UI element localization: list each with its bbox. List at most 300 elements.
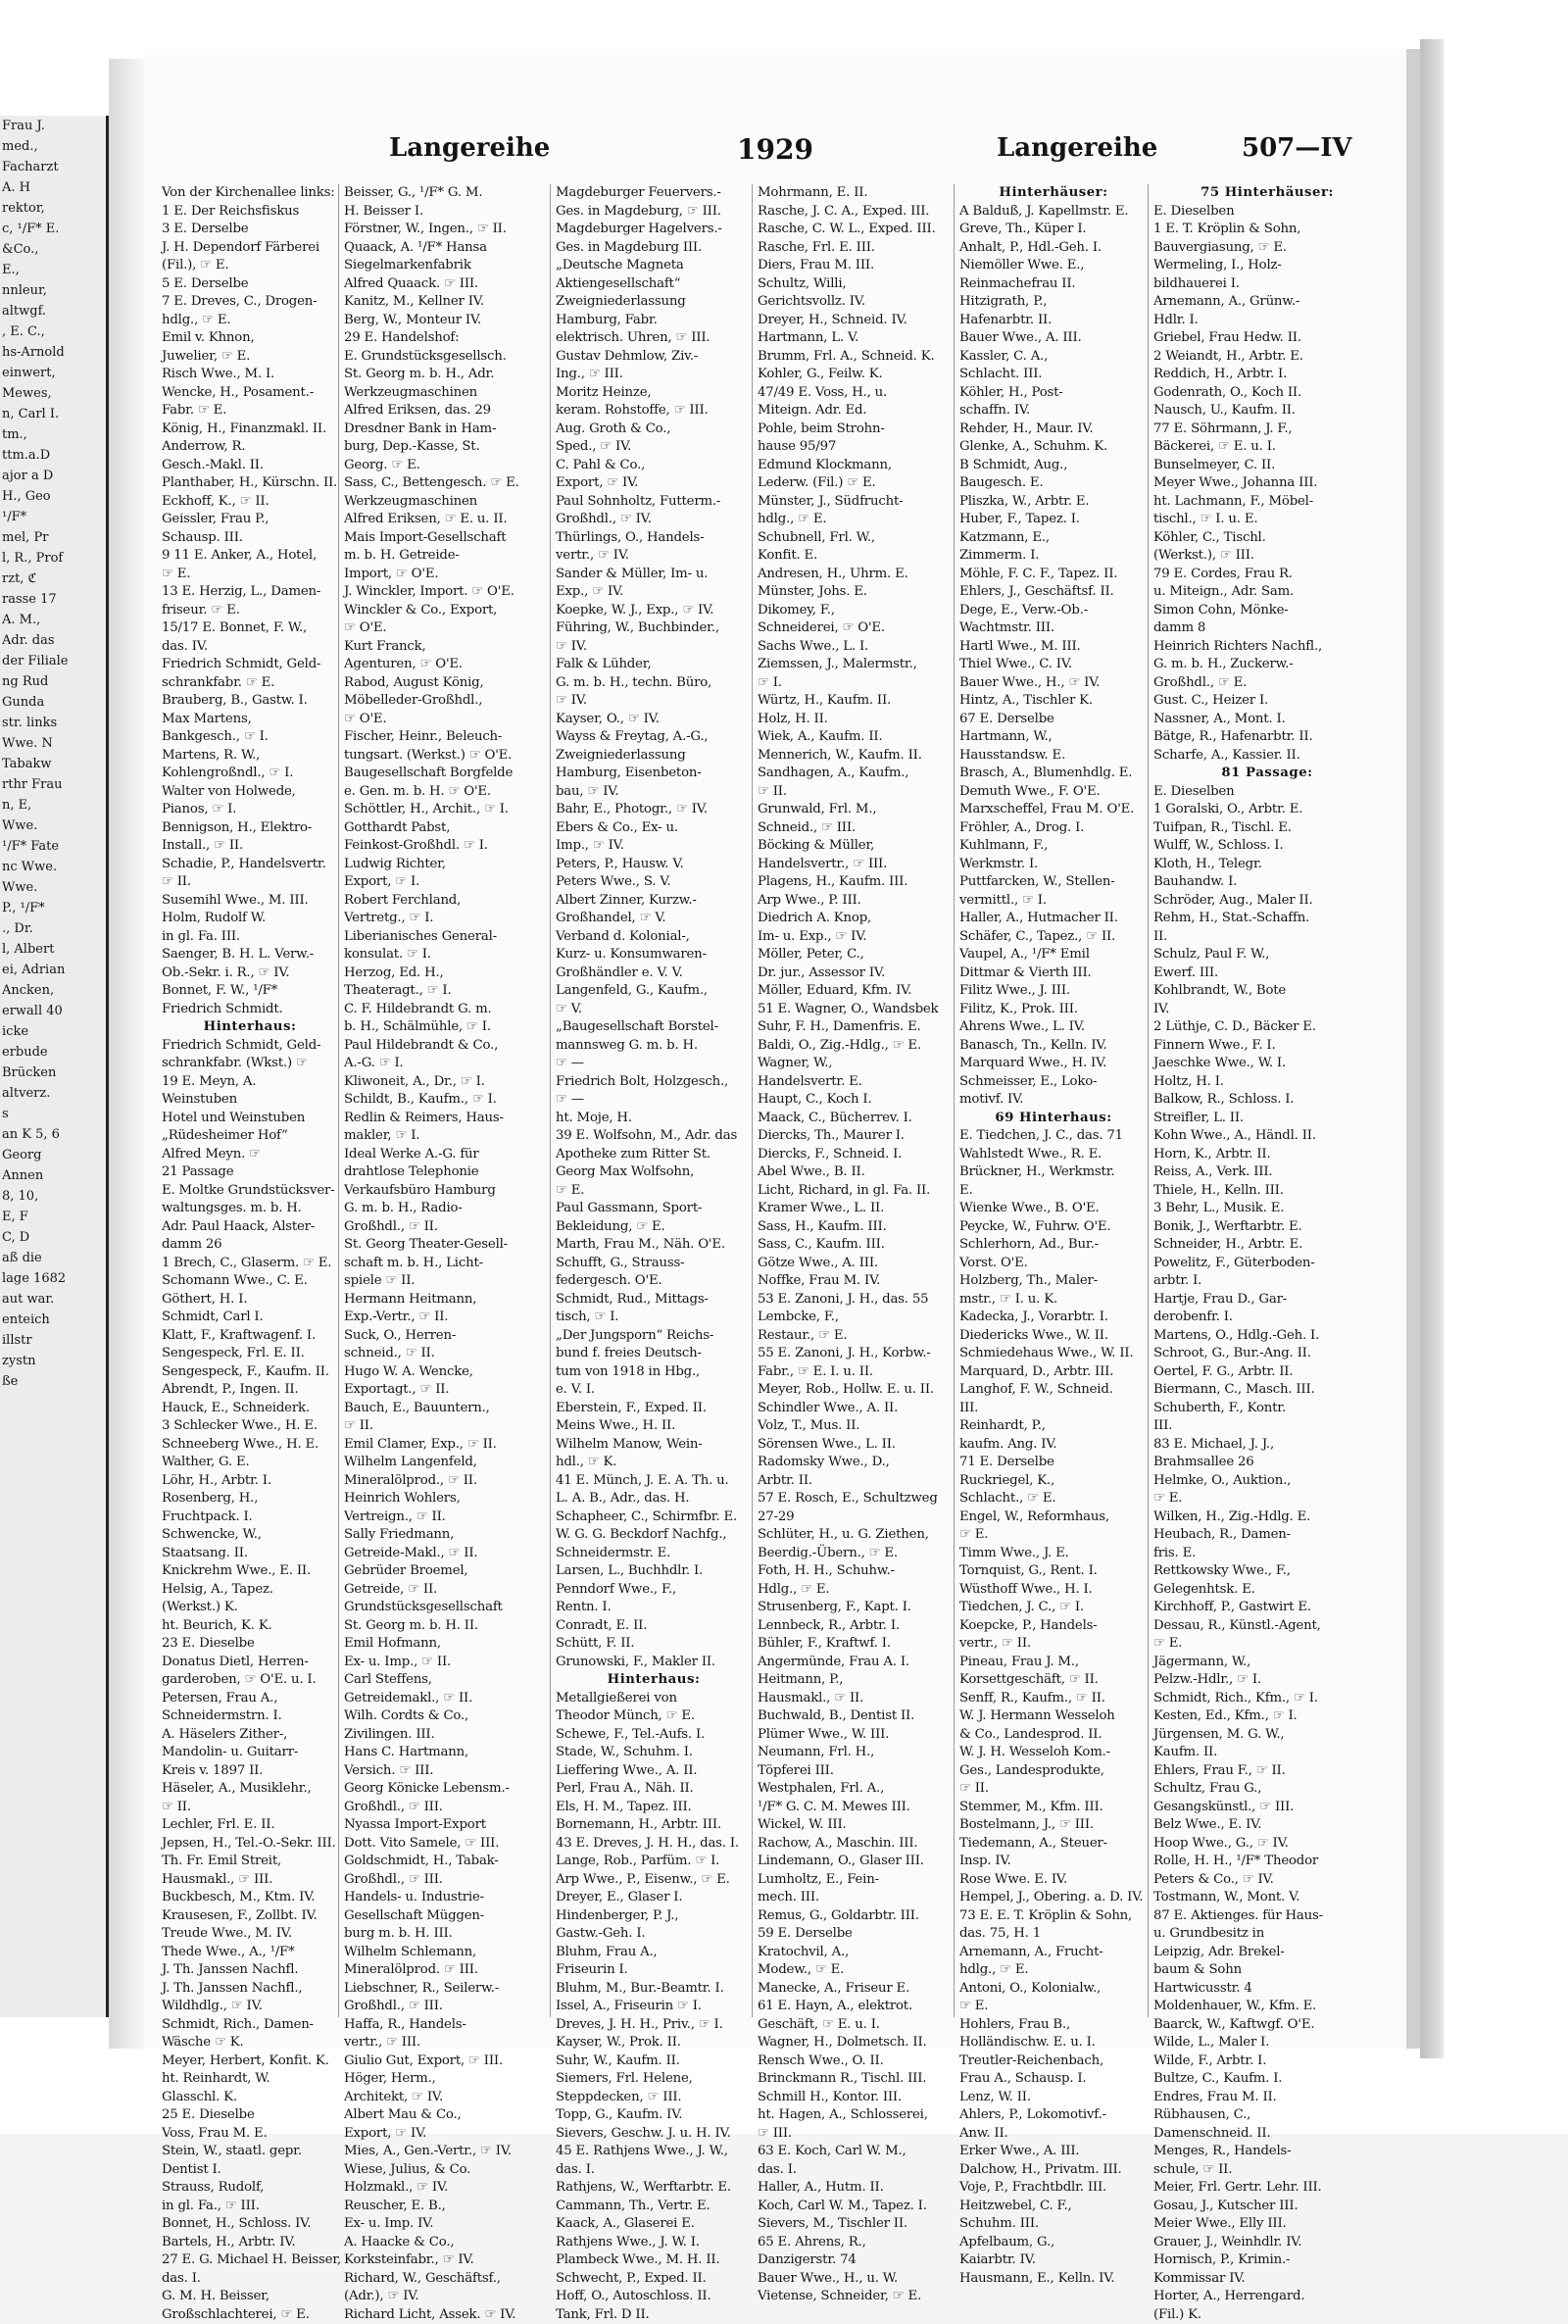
directory-entry-line: III.	[959, 1400, 1148, 1418]
directory-entry-line: Rathjens Wwe., J. W. I.	[556, 2234, 752, 2252]
directory-entry-line: Wilken, H., Zig.-Hdlg. E.	[1153, 1508, 1381, 1527]
previous-page-text: Frau J.	[0, 116, 106, 136]
directory-entry-line: ☞ IV.	[556, 638, 752, 657]
directory-entry-line: hdl., ☞ K.	[556, 1454, 752, 1472]
directory-entry-line: e. V. I.	[556, 1381, 752, 1400]
directory-entry-line: Handelsvertr., ☞ III.	[758, 856, 954, 874]
directory-entry-line: Miteign. Adr. Ed.	[758, 402, 954, 420]
directory-entry-line: Geissler, Frau P.,	[162, 511, 338, 529]
directory-entry-line: Wiek, A., Kaufm. II.	[758, 728, 954, 747]
directory-entry-line: Kramer Wwe., L. II.	[758, 1200, 954, 1218]
directory-entry-line: Perl, Frau A., Näh. II.	[556, 1780, 752, 1799]
directory-entry-line: Schröder, Aug., Maler II.	[1153, 892, 1381, 911]
directory-entry-line: „Deutsche Magneta	[556, 257, 752, 275]
directory-entry-line: ☞ IV.	[556, 692, 752, 711]
directory-entry-line: Weinstuben	[162, 1091, 338, 1110]
directory-entry-line: Hitzigrath, P.,	[959, 293, 1148, 312]
directory-entry-line: Bostelmann, J., ☞ III.	[959, 1816, 1148, 1835]
directory-entry-line: Insp. IV.	[959, 1853, 1148, 1871]
directory-entry-line: Sörensen Wwe., L. II.	[758, 1436, 954, 1455]
previous-page-text: P., ¹/F*	[0, 898, 106, 918]
directory-entry-line: Niemöller Wwe. E.,	[959, 257, 1148, 275]
directory-entry-line: König, H., Finanzmakl. II.	[162, 420, 338, 439]
page-edge	[1420, 39, 1444, 2058]
directory-entry-line: Manecke, A., Friseur E.	[758, 1980, 954, 1999]
directory-entry-line: Heitzwebel, C. F.,	[959, 2198, 1148, 2216]
directory-entry-line: 41 E. Münch, J. E. A. Th. u.	[556, 1472, 752, 1491]
directory-entry-line: Schufft, G., Strauss-	[556, 1255, 752, 1273]
directory-entry-line: Mais Import-Gesellschaft	[344, 529, 550, 548]
directory-entry-line: Larsen, L., Buchhdlr. I.	[556, 1562, 752, 1581]
directory-entry-line: Grauer, J., Weinhdlr. IV.	[1153, 2234, 1381, 2252]
directory-entry-line: Kommissar IV.	[1153, 2270, 1381, 2289]
directory-entry-line: 5 E. Derselbe	[162, 275, 338, 294]
directory-entry-line: Kohlengroßndl., ☞ I.	[162, 765, 338, 783]
directory-entry-line: Brauberg, B., Gastw. I.	[162, 692, 338, 711]
directory-entry-line: Brinckmann R., Tischl. III.	[758, 2070, 954, 2089]
directory-entry-line: Suhr, F. H., Damenfris. E.	[758, 1018, 954, 1037]
directory-entry-line: Tiedemann, A., Steuer-	[959, 1835, 1148, 1854]
directory-entry-line: Meier, Frl. Gertr. Lehr. III.	[1153, 2179, 1381, 2198]
previous-page-text: n, E,	[0, 795, 106, 816]
previous-page-text: s	[0, 1104, 106, 1124]
directory-entry-line: ☞ III.	[758, 2125, 954, 2144]
directory-entry-line: Lechler, Frl. E. II.	[162, 1816, 338, 1835]
directory-entry-line: Peters, P., Hausw. V.	[556, 856, 752, 874]
directory-entry-line: Schulz, Paul F. W.,	[1153, 946, 1381, 964]
running-head-right: Langereihe	[997, 133, 1157, 163]
directory-entry-line: Handelsvertr. E.	[758, 1073, 954, 1092]
directory-entry-line: tum von 1918 in Hbg.,	[556, 1363, 752, 1382]
directory-entry-line: Koepcke, P., Handels-	[959, 1617, 1148, 1636]
directory-entry-line: Export, ☞ IV.	[556, 474, 752, 493]
directory-entry-line: fris. E.	[1153, 1545, 1381, 1563]
directory-entry-line: Hans C. Hartmann,	[344, 1744, 550, 1762]
directory-entry-line: Simon Cohn, Mönke-	[1153, 602, 1381, 620]
directory-entry-line: Hinterhäuser:	[959, 184, 1148, 203]
directory-entry-line: baum & Sohn	[1153, 1961, 1381, 1980]
directory-entry-line: 23 E. Dieselbe	[162, 1635, 338, 1654]
directory-entry-line: W. J. Hermann Wesseloh	[959, 1707, 1148, 1726]
directory-entry-line: mech. III.	[758, 1889, 954, 1907]
directory-entry-line: Schlacht. III.	[959, 366, 1148, 384]
directory-entry-line: Hartl Wwe., M. III.	[959, 638, 1148, 657]
previous-page-text: l, R., Prof	[0, 548, 106, 569]
directory-entry-line: Buckbesch, M., Ktm. IV.	[162, 1889, 338, 1907]
directory-entry-line: Hausmann, E., Kelln. IV.	[959, 2270, 1148, 2289]
directory-entry-line: Feinkost-Großhdl. ☞ I.	[344, 837, 550, 856]
previous-page-text: A. M.,	[0, 610, 106, 630]
directory-entry-line: Export, ☞ I.	[344, 873, 550, 892]
directory-entry-line: Vorst. O'E.	[959, 1255, 1148, 1273]
directory-entry-line: Rathjens, W., Werftarbtr. E.	[556, 2179, 752, 2198]
directory-entry-line: 69 Hinterhaus:	[959, 1110, 1148, 1128]
directory-entry-line: Schneid., ☞ III.	[758, 819, 954, 838]
directory-entry-line: Suhr, W., Kaufm. II.	[556, 2052, 752, 2071]
directory-entry-line: 1 E. T. Kröplin & Sohn,	[1153, 221, 1381, 239]
directory-entry-line: Conradt, E. II.	[556, 1617, 752, 1636]
directory-entry-line: Stein, W., staatl. gepr.	[162, 2143, 338, 2161]
directory-entry-line: Heinrich Richters Nachfl.,	[1153, 638, 1381, 657]
directory-entry-line: „Baugesellschaft Borstel-	[556, 1018, 752, 1037]
directory-entry-line: Götze Wwe., A. III.	[758, 1255, 954, 1273]
directory-entry-line: Ex- u. Imp., ☞ II.	[344, 1654, 550, 1672]
directory-entry-line: Kurz- u. Konsumwaren-	[556, 946, 752, 964]
directory-entry-line: Schwecht, P., Exped. II.	[556, 2270, 752, 2289]
previous-page-text: ajor a D	[0, 466, 106, 486]
directory-entry-line: das. I.	[162, 2270, 338, 2289]
directory-entry-line: Alfred Quaack. ☞ III.	[344, 275, 550, 294]
directory-entry-line: Möller, Peter, C.,	[758, 946, 954, 964]
directory-entry-line: bund f. freies Deutsch-	[556, 1345, 752, 1363]
directory-entry-line: konsulat. ☞ I.	[344, 946, 550, 964]
directory-entry-line: Kohler, G., Feilw. K.	[758, 366, 954, 384]
directory-entry-line: Diedericks Wwe., W. II.	[959, 1327, 1148, 1346]
directory-entry-line: Werkmstr. I.	[959, 856, 1148, 874]
directory-entry-line: Sengespeck, Frl. E. II.	[162, 1345, 338, 1363]
directory-entry-line: Ehlers, Frau F., ☞ II.	[1153, 1762, 1381, 1781]
directory-entry-line: Rensch Wwe., O. II.	[758, 2052, 954, 2071]
previous-page-text: Mewes,	[0, 383, 106, 404]
directory-entry-line: ht. Hagen, A., Schlosserei,	[758, 2106, 954, 2125]
directory-entry-line: motivf. IV.	[959, 1091, 1148, 1110]
directory-entry-line: Schomann Wwe., C. E.	[162, 1272, 338, 1291]
directory-entry-line: Foth, H. H., Schuhw.-	[758, 1562, 954, 1581]
directory-entry-line: 73 E. E. T. Kröplin & Sohn,	[959, 1907, 1148, 1926]
directory-entry-line: ☞ II.	[162, 1799, 338, 1817]
directory-entry-line: Danzigerstr. 74	[758, 2251, 954, 2270]
directory-entry-line: Pelzw.-Hdlr., ☞ I.	[1153, 1671, 1381, 1690]
directory-entry-line: ☞ E.	[1153, 1635, 1381, 1654]
directory-entry-line: Tornquist, G., Rent. I.	[959, 1562, 1148, 1581]
directory-entry-line: Baldi, O., Zig.-Hdlg., ☞ E.	[758, 1037, 954, 1056]
directory-entry-line: Walter von Holwede,	[162, 783, 338, 802]
directory-entry-line: Werkzeugmaschinen	[344, 493, 550, 512]
directory-entry-line: Pliszka, W., Arbtr. E.	[959, 493, 1148, 512]
directory-entry-line: Schneider, H., Arbtr. E.	[1153, 1236, 1381, 1255]
directory-entry-line: Susemihl Wwe., M. III.	[162, 892, 338, 911]
directory-entry-line: bildhauerei I.	[1153, 275, 1381, 294]
directory-entry-line: Getreide-Makl., ☞ II.	[344, 1545, 550, 1563]
directory-entry-line: Jaeschke Wwe., W. I.	[1153, 1055, 1381, 1073]
directory-entry-line: vermittl., ☞ I.	[959, 892, 1148, 911]
directory-entry-line: Großhdl., ☞ III.	[344, 1871, 550, 1890]
directory-entry-line: Jepsen, H., Tel.-O.-Sekr. III.	[162, 1835, 338, 1854]
directory-entry-line: ht. Lachmann, F., Möbel-	[1153, 493, 1381, 512]
running-head-year: 1929	[737, 133, 813, 166]
directory-entry-line: Powelitz, F., Güterboden-	[1153, 1255, 1381, 1273]
directory-entry-line: 29 E. Handelshof:	[344, 329, 550, 348]
previous-page-text: altverz.	[0, 1083, 106, 1104]
directory-entry-line: hdlg., ☞ E.	[162, 312, 338, 330]
directory-entry-line: 57 E. Rosch, E., Schultzweg	[758, 1490, 954, 1508]
previous-page-text: aut war.	[0, 1289, 106, 1310]
previous-page-text: C, D	[0, 1227, 106, 1248]
directory-entry-line: Lieffering Wwe., A. II.	[556, 1762, 752, 1781]
directory-entry-line: 61 E. Hayn, A., elektrot.	[758, 1998, 954, 2016]
directory-entry-line: Schneidermstrn. I.	[162, 1707, 338, 1726]
previous-page-text: lage 1682	[0, 1268, 106, 1289]
directory-entry-line: Ex- u. Imp. IV.	[344, 2215, 550, 2234]
directory-entry-line: Fischer, Heinr., Beleuch-	[344, 728, 550, 747]
directory-entry-line: Kratochvil, A.,	[758, 1944, 954, 1962]
directory-entry-line: Marth, Frau M., Näh. O'E.	[556, 1236, 752, 1255]
directory-entry-line: Bonnet, H., Schloss. IV.	[162, 2215, 338, 2234]
directory-entry-line: Dresdner Bank in Ham-	[344, 420, 550, 439]
directory-entry-line: Export, ☞ IV.	[344, 2125, 550, 2144]
directory-entry-line: Möhle, F. C. F., Tapez. II.	[959, 566, 1148, 584]
directory-entry-line: Martens, R. W.,	[162, 747, 338, 766]
previous-page-text: Wwe.	[0, 877, 106, 898]
directory-entry-line: Ing., ☞ III.	[556, 366, 752, 384]
directory-entry-line: Schneiderei, ☞ O'E.	[758, 619, 954, 638]
directory-entry-line: Schneidermstr. E.	[556, 1545, 752, 1563]
directory-entry-line: Max Martens,	[162, 711, 338, 729]
directory-entry-line: (Werkst.) K.	[162, 1599, 338, 1617]
directory-entry-line: Wilh. Cordts & Co.,	[344, 1707, 550, 1726]
directory-entry-line: Großhdl., ☞ II.	[344, 1218, 550, 1237]
directory-entry-line: Schlerhorn, Ad., Bur.-	[959, 1236, 1148, 1255]
directory-entry-line: schule, ☞ II.	[1153, 2161, 1381, 2180]
directory-entry-line: Kanitz, M., Kellner IV.	[344, 293, 550, 312]
directory-entry-line: Großschlachterei, ☞ E.	[162, 2306, 338, 2324]
directory-entry-line: vertr., ☞ II.	[959, 1635, 1148, 1654]
directory-entry-line: Dege, E., Verw.-Ob.-	[959, 602, 1148, 620]
directory-entry-line: Töpferei III.	[758, 1762, 954, 1781]
directory-entry-line: Plambeck Wwe., M. H. II.	[556, 2251, 752, 2270]
directory-entry-line: Schmidt, Carl I.	[162, 1309, 338, 1327]
directory-entry-line: Schneeberg Wwe., H. E.	[162, 1436, 338, 1455]
directory-entry-line: Bekleidung, ☞ E.	[556, 1218, 752, 1237]
directory-entry-line: Bäckerei, ☞ E. u. I.	[1153, 438, 1381, 457]
directory-entry-line: Plümer Wwe., W. III.	[758, 1726, 954, 1745]
previous-page-text: nnleur,	[0, 280, 106, 301]
previous-page-text: n, Carl I.	[0, 404, 106, 424]
directory-entry-line: Schmidt, Rich., Kfm., ☞ I.	[1153, 1690, 1381, 1708]
directory-entry-line: Treude Wwe., M. IV.	[162, 1925, 338, 1944]
directory-entry-line: Treutler-Reichenbach,	[959, 2052, 1148, 2071]
directory-entry-line: Schapheer, C., Schirmfbr. E.	[556, 1508, 752, 1527]
directory-entry-line: Hdlg., ☞ E.	[758, 1581, 954, 1600]
directory-entry-line: 2 Weiandt, H., Arbtr. E.	[1153, 348, 1381, 367]
directory-entry-line: Voss, Frau M. E.	[162, 2125, 338, 2144]
directory-entry-line: Sachs Wwe., L. I.	[758, 638, 954, 657]
directory-entry-line: Zweigniederlassung	[556, 293, 752, 312]
directory-entry-line: St. Georg m. b. H. II.	[344, 1617, 550, 1636]
directory-entry-line: ☞ V.	[556, 1001, 752, 1019]
directory-entry-line: ¹/F* G. C. M. Mewes III.	[758, 1799, 954, 1817]
directory-entry-line: Hugo W. A. Wencke,	[344, 1363, 550, 1382]
directory-entry-line: Exp.-Vertr., ☞ II.	[344, 1309, 550, 1327]
previous-page-text: A. H	[0, 177, 106, 198]
directory-entry-line: Hermann Heitmann,	[344, 1291, 550, 1310]
directory-entry-line: friseur. ☞ E.	[162, 602, 338, 620]
directory-entry-line: Redlin & Reimers, Haus-	[344, 1110, 550, 1128]
directory-entry-line: Horter, A., Herrengard.	[1153, 2288, 1381, 2306]
directory-entry-line: Sped., ☞ IV.	[556, 438, 752, 457]
directory-entry-line: Marquard Wwe., H. IV.	[959, 1055, 1148, 1073]
directory-entry-line: Sander & Müller, Im- u.	[556, 566, 752, 584]
directory-entry-line: 45 E. Rathjens Wwe., J. W.,	[556, 2143, 752, 2161]
directory-entry-line: Saenger, B. H. L. Verw.-	[162, 946, 338, 964]
directory-entry-line: G. M. H. Beisser,	[162, 2288, 338, 2306]
directory-entry-line: Ewerf. III.	[1153, 964, 1381, 983]
directory-entry-line: Aktiengesellschaft“	[556, 275, 752, 294]
directory-entry-line: Andresen, H., Uhrm. E.	[758, 566, 954, 584]
directory-entry-line: Klatt, F., Kraftwagenf. I.	[162, 1327, 338, 1346]
directory-entry-line: Glasschl. K.	[162, 2089, 338, 2107]
directory-entry-line: Gerichtsvollz. IV.	[758, 293, 954, 312]
directory-entry-line: Bonik, J., Werftarbtr. E.	[1153, 1218, 1381, 1237]
previous-page-text: ttm.a.D	[0, 445, 106, 466]
directory-entry-line: Schewe, F., Tel.-Aufs. I.	[556, 1726, 752, 1745]
previous-page-text: erbude	[0, 1042, 106, 1063]
directory-entry-line: Korksteinfabr., ☞ IV.	[344, 2251, 550, 2270]
previous-page-text: Brücken	[0, 1063, 106, 1083]
directory-entry-line: Belz Wwe., E. IV.	[1153, 1816, 1381, 1835]
directory-entry-line: Lenz, W. II.	[959, 2089, 1148, 2107]
directory-entry-line: 67 E. Derselbe	[959, 711, 1148, 729]
previous-page-text: icke	[0, 1021, 106, 1042]
directory-entry-line: damm 8	[1153, 619, 1381, 638]
directory-entry-line: Oertel, F. G., Arbtr. II.	[1153, 1363, 1381, 1382]
directory-entry-line: Risch Wwe., M. I.	[162, 366, 338, 384]
directory-entry-line: Geschäft, ☞ E. u. I.	[758, 2016, 954, 2035]
directory-entry-line: 27-29	[758, 1508, 954, 1527]
directory-entry-line: in gl. Fa. III.	[162, 928, 338, 947]
directory-entry-line: Sievers, Geschw. J. u. H. IV.	[556, 2125, 752, 2144]
directory-entry-line: Restaur., ☞ E.	[758, 1327, 954, 1346]
directory-entry-line: Liberianisches General-	[344, 928, 550, 947]
directory-entry-line: ☞ II.	[344, 1417, 550, 1436]
previous-page-text: str. links	[0, 713, 106, 733]
directory-entry-line: Baugesch. E.	[959, 474, 1148, 493]
directory-entry-line: Wayss & Freytag, A.-G.,	[556, 728, 752, 747]
directory-entry-line: (Werkst.), ☞ III.	[1153, 547, 1381, 566]
directory-entry-line: Meyer, Herbert, Konfit. K.	[162, 2052, 338, 2071]
directory-entry-line: Strusenberg, F., Kapt. I.	[758, 1599, 954, 1617]
directory-entry-line: 53 E. Zanoni, J. H., das. 55	[758, 1291, 954, 1310]
directory-entry-line: schrankfabr. (Wkst.) ☞	[162, 1055, 338, 1073]
previous-page-text: mel, Pr	[0, 527, 106, 548]
directory-entry-line: Ebers & Co., Ex- u.	[556, 819, 752, 838]
directory-entry-line: Richard Licht, Assek. ☞ IV.	[344, 2306, 550, 2324]
directory-entry-line: Ziemssen, J., Malermstr.,	[758, 656, 954, 674]
previous-page-text: Georg	[0, 1145, 106, 1165]
directory-entry-line: Langenfeld, G., Kaufm.,	[556, 982, 752, 1001]
directory-entry-line: 3 Behr, L., Musik. E.	[1153, 1200, 1381, 1218]
directory-entry-line: 25 E. Dieselbe	[162, 2106, 338, 2125]
directory-entry-line: Arnemann, A., Frucht-	[959, 1944, 1148, 1962]
directory-entry-line: vertr., ☞ IV.	[556, 547, 752, 566]
directory-entry-line: 43 E. Dreves, J. H. H., das. I.	[556, 1835, 752, 1854]
directory-entry-line: Peters Wwe., S. V.	[556, 873, 752, 892]
directory-entry-line: Metallgießerei von	[556, 1690, 752, 1708]
directory-entry-line: Puttfarcken, W., Stellen-	[959, 873, 1148, 892]
directory-entry-line: Kurt Franck,	[344, 638, 550, 657]
directory-entry-line: Hinterhaus:	[162, 1018, 338, 1037]
directory-entry-line: Fröhler, A., Drog. I.	[959, 819, 1148, 838]
directory-entry-line: Werkzeugmaschinen	[344, 384, 550, 403]
directory-entry-line: Bahr, E., Photogr., ☞ IV.	[556, 801, 752, 819]
directory-entry-line: 51 E. Wagner, O., Wandsbek	[758, 1001, 954, 1019]
directory-entry-line: B Schmidt, Aug.,	[959, 457, 1148, 475]
directory-entry-line: Reiss, A., Verk. III.	[1153, 1163, 1381, 1182]
directory-entry-line: Brückner, H., Werkmstr.	[959, 1163, 1148, 1182]
directory-entry-line: Winckler & Co., Export,	[344, 602, 550, 620]
directory-entry-line: Kadecka, J., Vorarbtr. I.	[959, 1309, 1148, 1327]
directory-entry-line: keram. Rohstoffe, ☞ III.	[556, 402, 752, 420]
directory-entry-line: J. Th. Janssen Nachfl.	[162, 1961, 338, 1980]
directory-entry-line: L. A. B., Adr., das. H.	[556, 1490, 752, 1508]
directory-entry-line: Helmke, O., Auktion.,	[1153, 1472, 1381, 1491]
directory-entry-line: Finnern Wwe., F. I.	[1153, 1037, 1381, 1056]
directory-entry-line: Ruckriegel, K.,	[959, 1472, 1148, 1491]
directory-entry-line: Wienke Wwe., B. O'E.	[959, 1200, 1148, 1218]
directory-entry-line: Schultz, Frau G.,	[1153, 1780, 1381, 1799]
directory-entry-line: Rosenberg, H.,	[162, 1490, 338, 1508]
directory-entry-line: Frau A., Schausp. I.	[959, 2070, 1148, 2089]
running-head-left: Langereihe	[389, 133, 550, 163]
page-header	[144, 133, 1406, 173]
directory-entry-line: Georg Max Wolfsohn,	[556, 1163, 752, 1182]
directory-entry-line: E. Tiedchen, J. C., das. 71	[959, 1127, 1148, 1146]
directory-entry-line: Siemers, Frl. Helene,	[556, 2070, 752, 2089]
directory-entry-line: A. Haacke & Co.,	[344, 2234, 550, 2252]
directory-entry-line: hause 95/97	[758, 438, 954, 457]
directory-entry-line: Bunselmeyer, C. II.	[1153, 457, 1381, 475]
directory-entry-line: Köhler, C., Tischl.	[1153, 529, 1381, 548]
directory-entry-line: A.-G. ☞ I.	[344, 1055, 550, 1073]
directory-entry-line: St. Georg Theater-Gesell-	[344, 1236, 550, 1255]
directory-entry-line: Theodor Münch, ☞ E.	[556, 1707, 752, 1726]
previous-page-text: Wwe.	[0, 816, 106, 836]
directory-entry-line: ☞ O'E.	[344, 711, 550, 729]
directory-entry-line: Schlüter, H., u. G. Ziethen,	[758, 1526, 954, 1545]
directory-entry-line: Licht, Richard, in gl. Fa. II.	[758, 1182, 954, 1201]
directory-entry-line: Bauch, E., Bauuntern.,	[344, 1400, 550, 1418]
directory-entry-line: Kohlbrandt, W., Bote	[1153, 982, 1381, 1001]
directory-entry-line: Meyer, Rob., Hollw. E. u. II.	[758, 1381, 954, 1400]
directory-entry-line: Abel Wwe., B. II.	[758, 1163, 954, 1182]
directory-entry-line: das. I.	[758, 2161, 954, 2180]
directory-entry-line: Exp., ☞ IV.	[556, 583, 752, 602]
previous-page-text: zystn	[0, 1351, 106, 1371]
directory-entry-line: (Fil.) K.	[1153, 2306, 1381, 2324]
directory-entry-line: Mineralölprod., ☞ II.	[344, 1472, 550, 1491]
previous-page-fragment	[0, 116, 109, 2017]
directory-entry-line: spiele ☞ II.	[344, 1272, 550, 1291]
directory-entry-line: Donatus Dietl, Herren-	[162, 1654, 338, 1672]
directory-entry-line: Rose Wwe. E. IV.	[959, 1871, 1148, 1890]
directory-entry-line: Verband d. Kolonial-,	[556, 928, 752, 947]
directory-entry-line: Mies, A., Gen.-Vertr., ☞ IV.	[344, 2143, 550, 2161]
directory-entry-line: Rentn. I.	[556, 1599, 752, 1617]
directory-entry-line: Kaack, A., Glaserei E.	[556, 2215, 752, 2234]
directory-entry-line: Remus, G., Goldarbtr. III.	[758, 1907, 954, 1926]
directory-entry-line: Möller, Eduard, Kfm. IV.	[758, 982, 954, 1001]
previous-page-text: rasse 17	[0, 589, 106, 610]
directory-entry-line: Bartels, H., Arbtr. IV.	[162, 2234, 338, 2252]
directory-entry-line: Rehm, H., Stat.-Schaffn.	[1153, 910, 1381, 928]
directory-entry-line: Langhof, F. W., Schneid.	[959, 1381, 1148, 1400]
previous-page-text: Adr. das	[0, 630, 106, 651]
directory-entry-line: Wulff, W., Schloss. I.	[1153, 837, 1381, 856]
directory-entry-line: Hohlers, Frau B.,	[959, 2016, 1148, 2035]
directory-entry-line: Hinterhaus:	[556, 1671, 752, 1690]
directory-entry-line: Kayser, W., Prok. II.	[556, 2034, 752, 2052]
previous-page-text: c, ¹/F* E.	[0, 219, 106, 239]
